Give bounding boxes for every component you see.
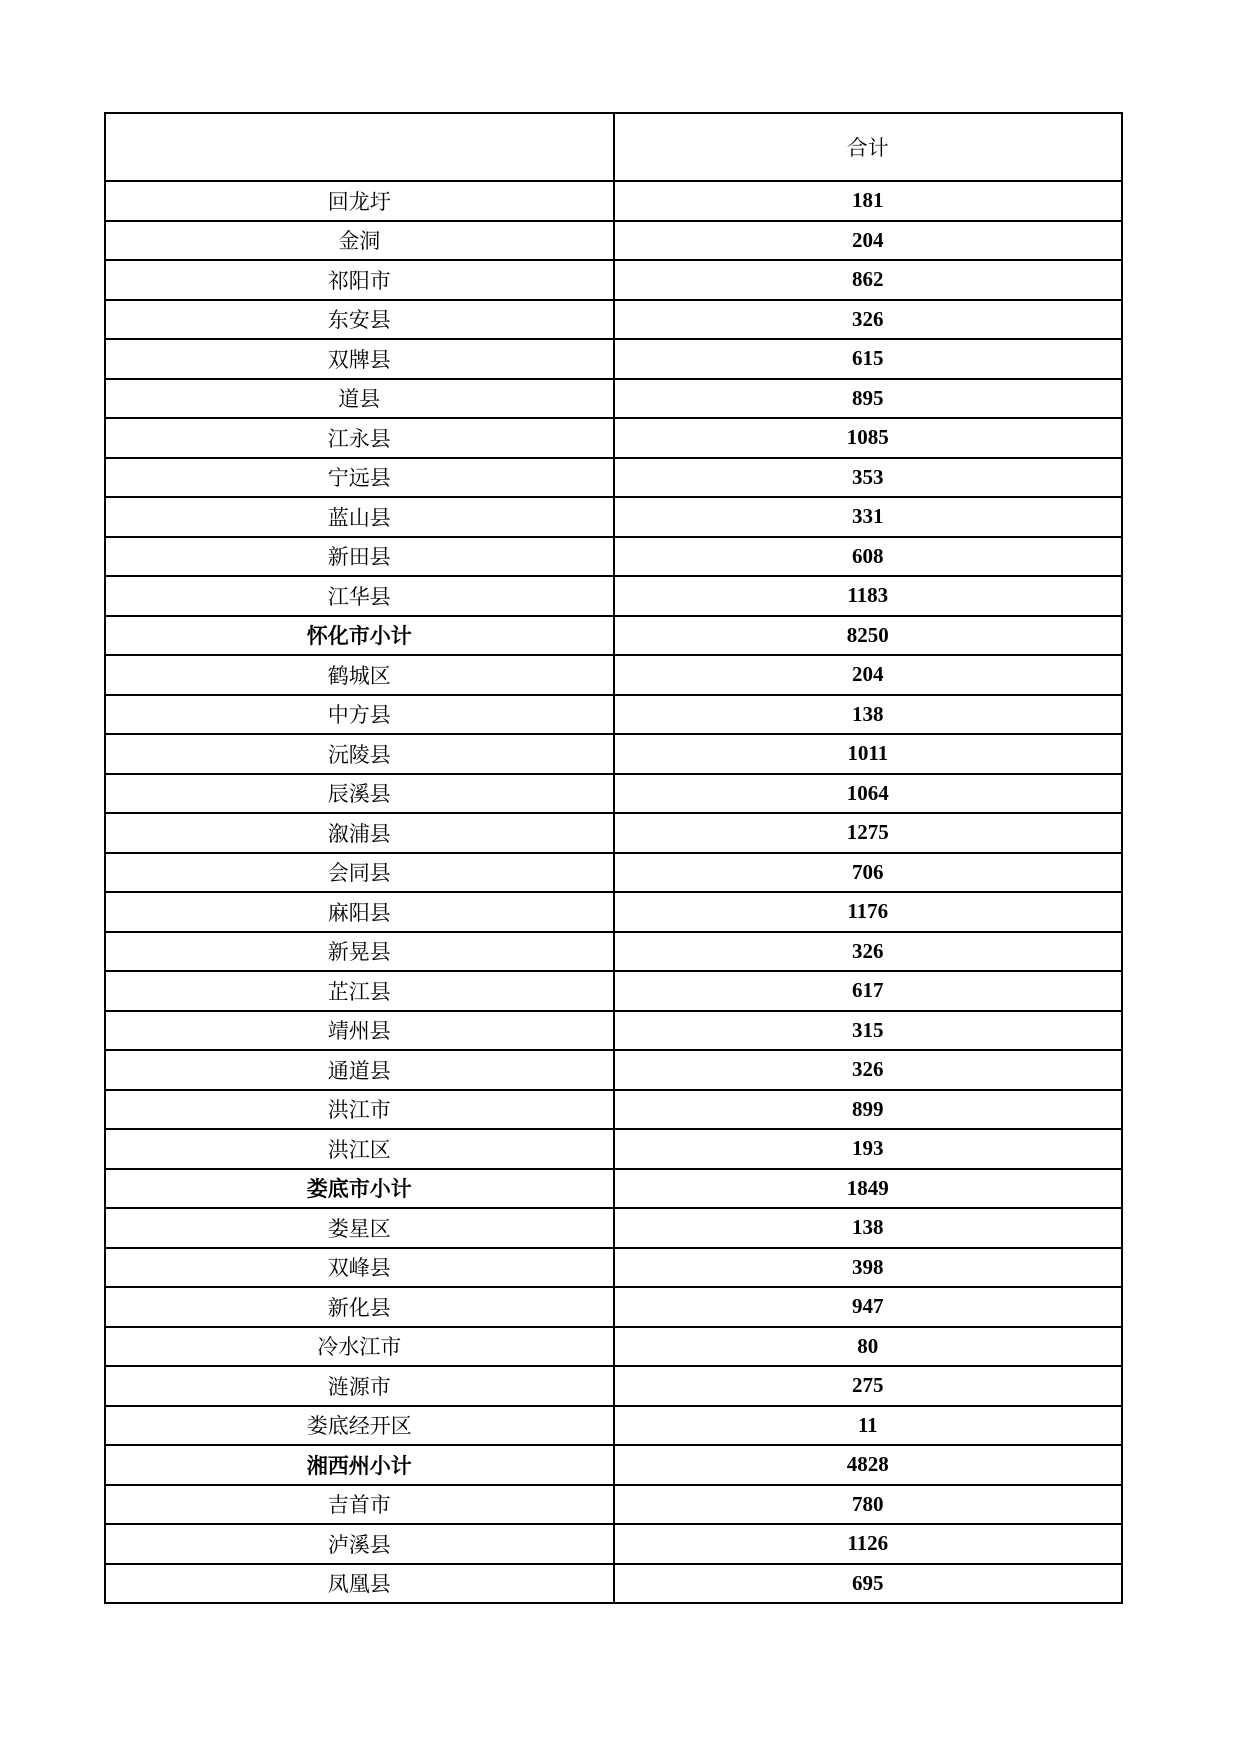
total-value-cell: 1085 (614, 418, 1123, 458)
region-name-cell: 沅陵县 (105, 734, 614, 774)
region-totals-table (104, 112, 1123, 1604)
total-value-cell: 204 (614, 655, 1123, 695)
table-row (105, 1485, 1122, 1525)
region-name-cell: 江华县 (105, 576, 614, 616)
total-value-cell: 138 (614, 695, 1123, 735)
region-name-cell: 江永县 (105, 418, 614, 458)
region-name-cell: 道县 (105, 379, 614, 419)
total-value-cell: 204 (614, 221, 1123, 261)
total-value-cell: 80 (614, 1327, 1123, 1367)
region-name-cell: 芷江县 (105, 971, 614, 1011)
total-value-cell: 1183 (614, 576, 1123, 616)
total-value-cell: 11 (614, 1406, 1123, 1446)
table-row (105, 655, 1122, 695)
total-value-cell: 138 (614, 1208, 1123, 1248)
table-header-row (105, 113, 1122, 181)
table-row (105, 458, 1122, 498)
subtotal-row (105, 616, 1122, 656)
table-row (105, 1366, 1122, 1406)
region-name-cell: 涟源市 (105, 1366, 614, 1406)
total-value-cell: 326 (614, 300, 1123, 340)
total-value-cell: 1275 (614, 813, 1123, 853)
region-name-cell: 湘西州小计 (105, 1445, 614, 1485)
total-value-cell: 1176 (614, 892, 1123, 932)
total-value-cell: 326 (614, 932, 1123, 972)
table-row (105, 537, 1122, 577)
region-name-cell: 娄底经开区 (105, 1406, 614, 1446)
total-value-cell: 275 (614, 1366, 1123, 1406)
total-value-cell: 899 (614, 1090, 1123, 1130)
region-name-cell: 新田县 (105, 537, 614, 577)
table-row (105, 1208, 1122, 1248)
table-row (105, 1327, 1122, 1367)
region-name-cell: 新晃县 (105, 932, 614, 972)
table-row (105, 734, 1122, 774)
table-row (105, 971, 1122, 1011)
region-name-cell: 娄星区 (105, 1208, 614, 1248)
region-name-cell: 辰溪县 (105, 774, 614, 814)
region-name-cell: 凤凰县 (105, 1564, 614, 1604)
total-value-cell: 1011 (614, 734, 1123, 774)
total-value-cell: 895 (614, 379, 1123, 419)
table-row (105, 181, 1122, 221)
region-name-cell: 回龙圩 (105, 181, 614, 221)
total-value-cell: 331 (614, 497, 1123, 537)
total-value-cell: 181 (614, 181, 1123, 221)
table-row (105, 1524, 1122, 1564)
total-value-cell: 1064 (614, 774, 1123, 814)
total-value-cell: 695 (614, 1564, 1123, 1604)
region-name-cell: 新化县 (105, 1287, 614, 1327)
region-name-cell: 洪江区 (105, 1129, 614, 1169)
table-row (105, 1050, 1122, 1090)
total-value-cell: 353 (614, 458, 1123, 498)
table-row (105, 932, 1122, 972)
region-name-cell: 泸溪县 (105, 1524, 614, 1564)
table-row (105, 576, 1122, 616)
table-row (105, 813, 1122, 853)
total-column-header: 合计 (614, 113, 1123, 181)
region-column-header (105, 113, 614, 181)
total-value-cell: 947 (614, 1287, 1123, 1327)
region-name-cell: 溆浦县 (105, 813, 614, 853)
region-name-cell: 吉首市 (105, 1485, 614, 1525)
region-name-cell: 宁远县 (105, 458, 614, 498)
table-row (105, 300, 1122, 340)
table-row (105, 1564, 1122, 1604)
total-value-cell: 1849 (614, 1169, 1123, 1209)
region-name-cell: 金洞 (105, 221, 614, 261)
region-name-cell: 中方县 (105, 695, 614, 735)
region-name-cell: 麻阳县 (105, 892, 614, 932)
table-row (105, 1011, 1122, 1051)
table-row (105, 1129, 1122, 1169)
region-name-cell: 通道县 (105, 1050, 614, 1090)
table-row (105, 221, 1122, 261)
table-row (105, 1287, 1122, 1327)
region-name-cell: 怀化市小计 (105, 616, 614, 656)
table-row (105, 1248, 1122, 1288)
total-value-cell: 398 (614, 1248, 1123, 1288)
subtotal-row (105, 1169, 1122, 1209)
region-name-cell: 冷水江市 (105, 1327, 614, 1367)
table-row (105, 853, 1122, 893)
region-name-cell: 蓝山县 (105, 497, 614, 537)
region-name-cell: 会同县 (105, 853, 614, 893)
region-name-cell: 娄底市小计 (105, 1169, 614, 1209)
table-row (105, 892, 1122, 932)
region-name-cell: 靖州县 (105, 1011, 614, 1051)
total-value-cell: 862 (614, 260, 1123, 300)
total-value-cell: 617 (614, 971, 1123, 1011)
total-value-cell: 193 (614, 1129, 1123, 1169)
table-row (105, 497, 1122, 537)
total-value-cell: 780 (614, 1485, 1123, 1525)
table-row (105, 339, 1122, 379)
table-row (105, 260, 1122, 300)
region-name-cell: 东安县 (105, 300, 614, 340)
total-value-cell: 1126 (614, 1524, 1123, 1564)
subtotal-row (105, 1445, 1122, 1485)
table-row (105, 418, 1122, 458)
table-row (105, 695, 1122, 735)
region-name-cell: 双牌县 (105, 339, 614, 379)
region-name-cell: 洪江市 (105, 1090, 614, 1130)
total-value-cell: 608 (614, 537, 1123, 577)
total-value-cell: 4828 (614, 1445, 1123, 1485)
region-name-cell: 祁阳市 (105, 260, 614, 300)
table-row (105, 379, 1122, 419)
region-name-cell: 双峰县 (105, 1248, 614, 1288)
total-value-cell: 326 (614, 1050, 1123, 1090)
total-value-cell: 315 (614, 1011, 1123, 1051)
table-body (105, 181, 1122, 1603)
table-row (105, 774, 1122, 814)
table-row (105, 1090, 1122, 1130)
table-row (105, 1406, 1122, 1446)
total-value-cell: 615 (614, 339, 1123, 379)
total-value-cell: 8250 (614, 616, 1123, 656)
region-name-cell: 鹤城区 (105, 655, 614, 695)
total-value-cell: 706 (614, 853, 1123, 893)
